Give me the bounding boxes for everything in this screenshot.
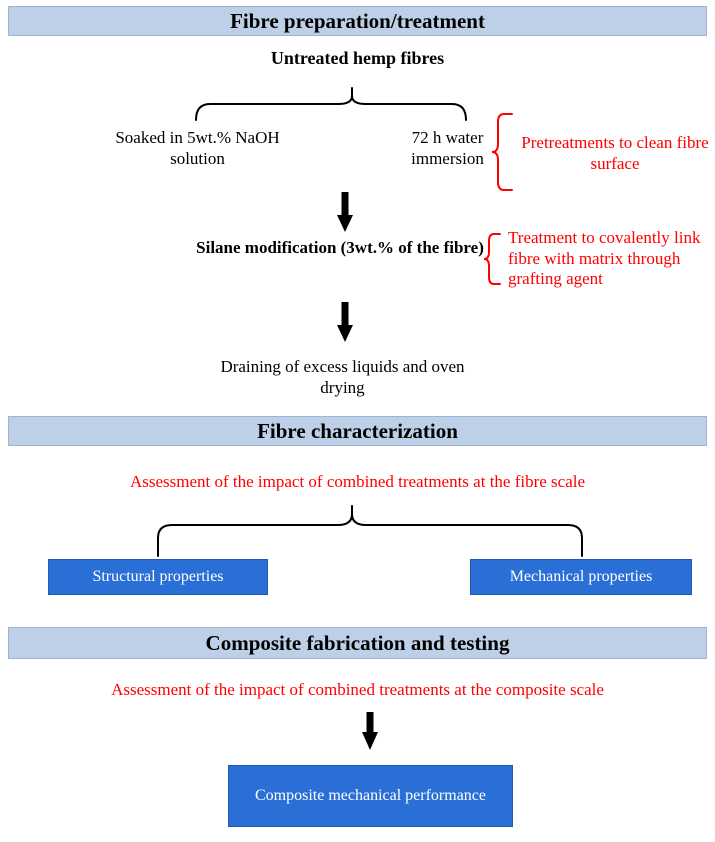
annotation-silane-treatment: Treatment to covalently link fibre with matrix through grafting agent: [508, 228, 701, 289]
node-naoh-treatment: Soaked in 5wt.% NaOH solution: [115, 128, 280, 168]
box-mechanical-properties: Mechanical properties: [470, 559, 692, 595]
node-water-immersion: 72 h water immersion: [411, 128, 484, 168]
box-composite-mechanical-performance: Composite mechanical performance: [228, 765, 513, 827]
annotation-fibre-scale-assessment: Assessment of the impact of combined treatments at the fibre scale: [129, 472, 586, 491]
box-structural-properties: Structural properties: [48, 559, 268, 595]
node-draining-drying: Draining of excess liquids and oven drying: [220, 357, 465, 397]
section-header-composite-fabrication: Composite fabrication and testing: [8, 627, 707, 659]
section-header-fibre-preparation: Fibre preparation/treatment: [8, 6, 707, 36]
node-silane-modification: Silane modification (3wt.% of the fibre): [196, 238, 484, 257]
section-header-fibre-characterization: Fibre characterization: [8, 416, 707, 446]
node-untreated-hemp-fibres: Untreated hemp fibres: [270, 48, 445, 68]
annotation-pretreatments: Pretreatments to clean fibre surface: [521, 133, 709, 173]
annotation-composite-scale-assessment: Assessment of the impact of combined treatments at the composite scale: [111, 680, 604, 699]
